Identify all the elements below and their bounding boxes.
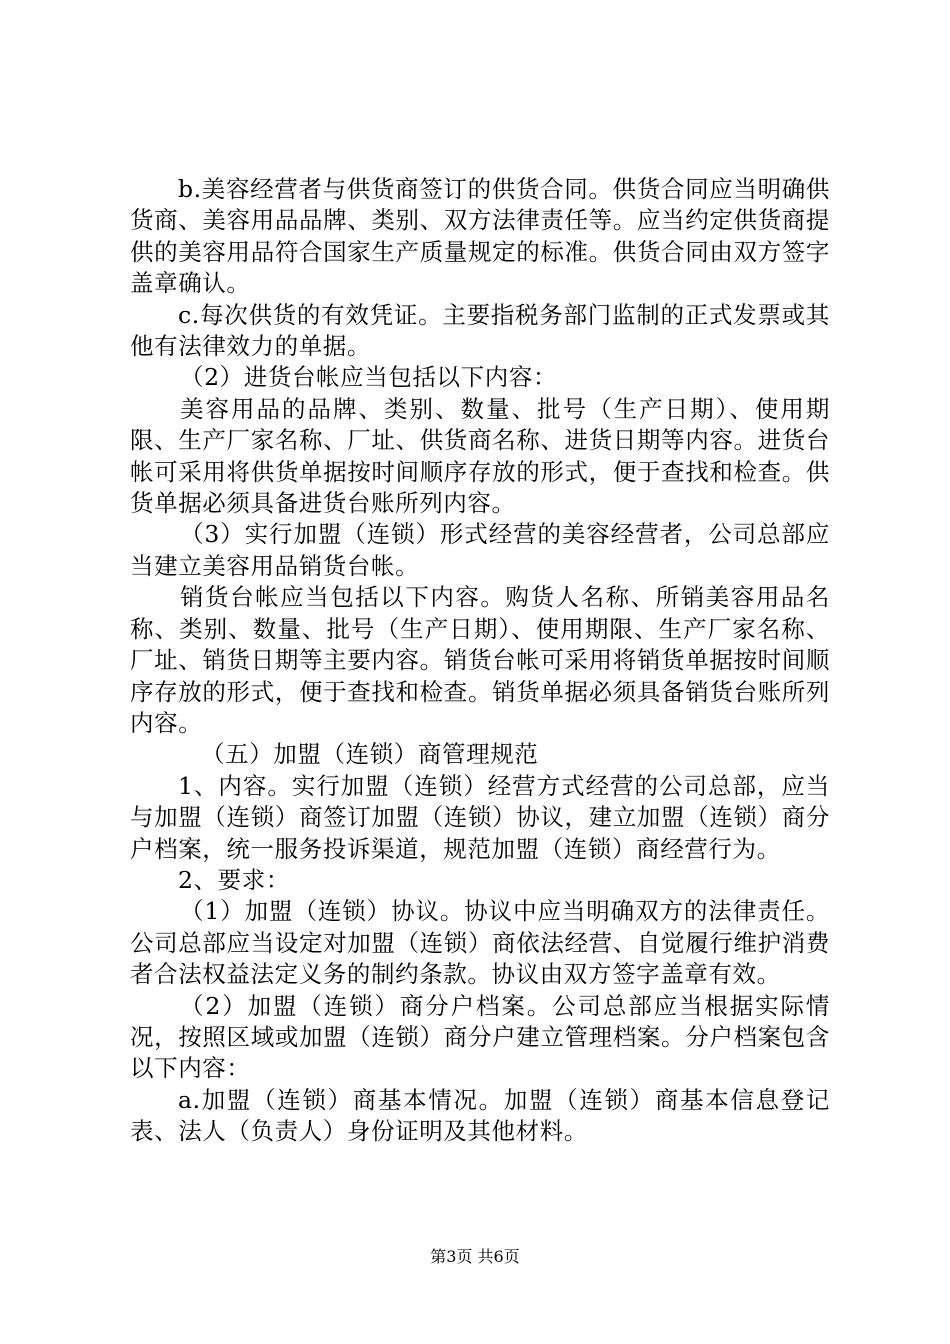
paragraph-requirements-heading: 2、要求： <box>178 865 290 894</box>
paragraph-franchise-sales-ledger: （3）实行加盟（连锁）形式经营的美容经营者，公司总部应当建立美容用品销货台帐。 <box>130 520 830 580</box>
section-heading-franchise: （五）加盟（连锁）商管理规范 <box>201 740 539 769</box>
paragraph-supply-contract: b.美容经营者与供货商签订的供货合同。供货合同应当明确供货商、美容用品品牌、类别、双方法律责任等。应当约定供货商提供的美容用品符合国家生产质量规定的标准。供货合同由双方签字盖章确认。 <box>130 175 830 298</box>
paragraph-sales-ledger-content: 销货台帐应当包括以下内容。购货人名称、所销美容用品名称、类别、数量、批号（生产日期）、使用期限、生产厂家名称、厂址、销货日期等主要内容。销货台帐可采用将销货单据按时间顺序存放的形式，便于查找和检查。销货单据必须具备销货台账所列内容。 <box>130 583 830 737</box>
document-body <box>130 174 830 1148</box>
page-number-footer: 第3页 共6页 <box>430 1247 520 1266</box>
paragraph-supply-voucher: c.每次供货的有效凭证。主要指税务部门监制的正式发票或其他有法律效力的单据。 <box>130 300 830 361</box>
paragraph-franchise-agreement: （1）加盟（连锁）协议。协议中应当明确双方的法律责任。公司总部应当设定对加盟（连锁）商依法经营、自觉履行维护消费者合法权益法定义务的制约条款。协议由双方签字盖章有效。 <box>130 897 830 989</box>
paragraph-purchase-ledger-content: 美容用品的品牌、类别、数量、批号（生产日期）、使用期限、生产厂家名称、厂址、供货商名称、进货日期等内容。进货台帐可采用将供货单据按时间顺序存放的形式，便于查找和检查。供货单据必须具备进货台账所列内容。 <box>130 394 830 518</box>
paragraph-purchase-ledger-heading: （2）进货台帐应当包括以下内容： <box>180 363 558 392</box>
paragraph-franchise-content: 1、内容。实行加盟（连锁）经营方式经营的公司总部，应当与加盟（连锁）商签订加盟（连锁）协议，建立加盟（连锁）商分户档案，统一服务投诉渠道，规范加盟（连锁）商经营行为。 <box>130 771 830 863</box>
paragraph-franchise-basic-info: a.加盟（连锁）商基本情况。加盟（连锁）商基本信息登记表、法人（负责人）身份证明及其他材料。 <box>130 1085 830 1146</box>
paragraph-franchise-archives: （2）加盟（连锁）商分户档案。公司总部应当根据实际情况，按照区域或加盟（连锁）商分户建立管理档案。分户档案包含以下内容： <box>130 991 830 1083</box>
